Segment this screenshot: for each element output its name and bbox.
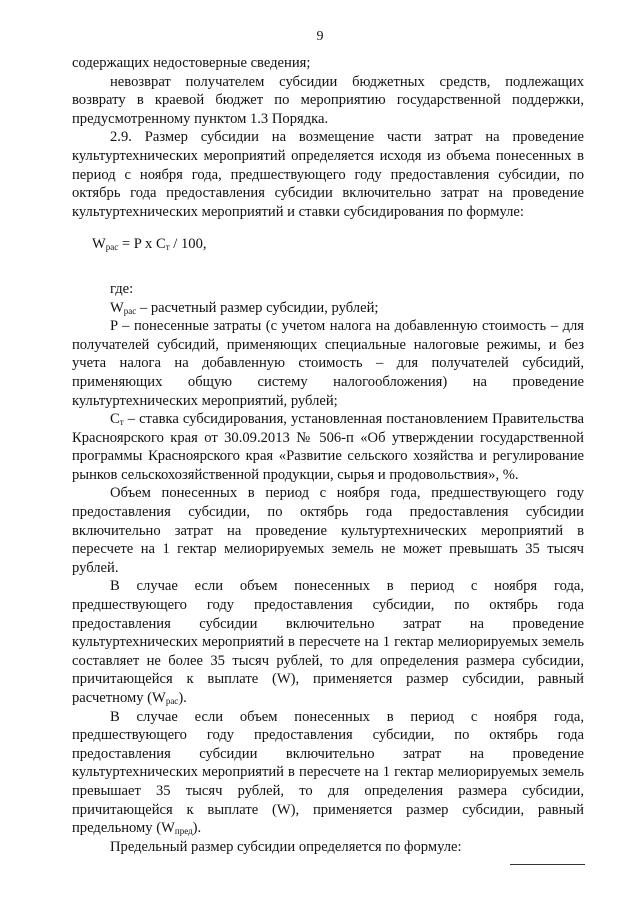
case2-text: В случае если объем понесенных в период с ноября года, предшествующего году предоставления субсидии, по октябрь года предоставления субсидии включительно затрат на проведение культуртехнических мероприятий в пересчете на 1 гектар мелиорируемых земель превышает 35 тысяч рублей, то для определения размера субсидии, причитающейся к выплате (W), применяется размер субсидии, равный предельному (W [72, 708, 584, 837]
formula-wras [72, 235, 584, 254]
paragraph-case-under-limit [72, 577, 584, 707]
paragraph-continuation: содержащих недостоверные сведения; [72, 55, 311, 71]
formula-w-subscript: рас [105, 242, 119, 253]
paragraph-case-over-limit [72, 708, 584, 838]
paragraph-max-formula-intro: Предельный размер субсидии определяется по формуле: [110, 838, 462, 855]
paragraph-volume-limit: Объем понесенных в период с ноября года, предшествующего году предоставления субсидии, по октябрь года предоставления субсидии включительно затрат на проведение культуртехнических мероприятий в пересчете на 1 гектар мелиорируемых земель не может превышать 35 тысяч рублей. [72, 485, 584, 576]
definition-wras [72, 299, 584, 318]
formula-middle: = P x C [118, 236, 166, 253]
bottom-divider [510, 864, 585, 865]
formula-w: W [92, 236, 106, 253]
def-w-symbol: W [110, 299, 124, 316]
formula-c-subscript: т [165, 242, 170, 253]
paragraph-refund: невозврат получателем субсидии бюджетных средств, подлежащих возврату в краевой бюджет по мероприятию государственной поддержки, предусмотренному пунктом 1.3 Порядка. [72, 73, 584, 127]
definition-p: P – понесенные затраты (с учетом налога на добавленную стоимость – для получателей субсидий, применяющих специальные налоговые режимы, и без учета налога на добавленную стоимость – для получателей субсидий, применяющих общую систему налогообложения) на проведение культуртехнических мероприятий, рублей; [72, 318, 584, 409]
where-label: где: [110, 280, 134, 297]
def-c-subscript: т [119, 417, 124, 428]
paragraph-2-9: 2.9. Размер субсидии на возмещение части затрат на проведение культуртехнических мероприятий определяется исходя из объема понесенных в период с ноября года, предшествующего году предоставления субсидии, по октябрь года предоставления субсидии включительно затрат на проведение культуртехнических мероприятий и ставки субсидирования по формуле: [72, 129, 584, 220]
def-c-symbol: C [110, 411, 120, 428]
case1-text: В случае если объем понесенных в период с ноября года, предшествующего году предоставления субсидии, по октябрь года предоставления субсидии включительно затрат на проведение культуртехнических мероприятий в пересчете на 1 гектар мелиорируемых земель составляет не более 35 тысяч рублей, то для определения размера субсидии, причитающейся к выплате (W), применяется размер субсидии, равный расчетному (W [72, 578, 584, 706]
case2-end: ). [192, 820, 202, 837]
case1-subscript: рас [165, 696, 179, 706]
definition-ct [72, 410, 584, 484]
def-c-text: – ставка субсидирования, установленная постановлением Правительства Красноярского края от 30.09.2013 № 506-п «Об утверждении государственной программы Красноярского края «Развитие сельского хозяйства и регулирование рынков сельскохозяйственной продукции, сырья и продовольствия», %. [72, 411, 584, 483]
page-number: 9 [316, 29, 324, 44]
case1-end: ). [178, 690, 187, 706]
case2-subscript: пред [174, 826, 193, 837]
document-body [72, 54, 584, 856]
def-w-text: – расчетный размер субсидии, рублей; [136, 299, 379, 316]
def-w-subscript: рас [123, 305, 137, 316]
formula-tail: / 100, [169, 236, 207, 253]
